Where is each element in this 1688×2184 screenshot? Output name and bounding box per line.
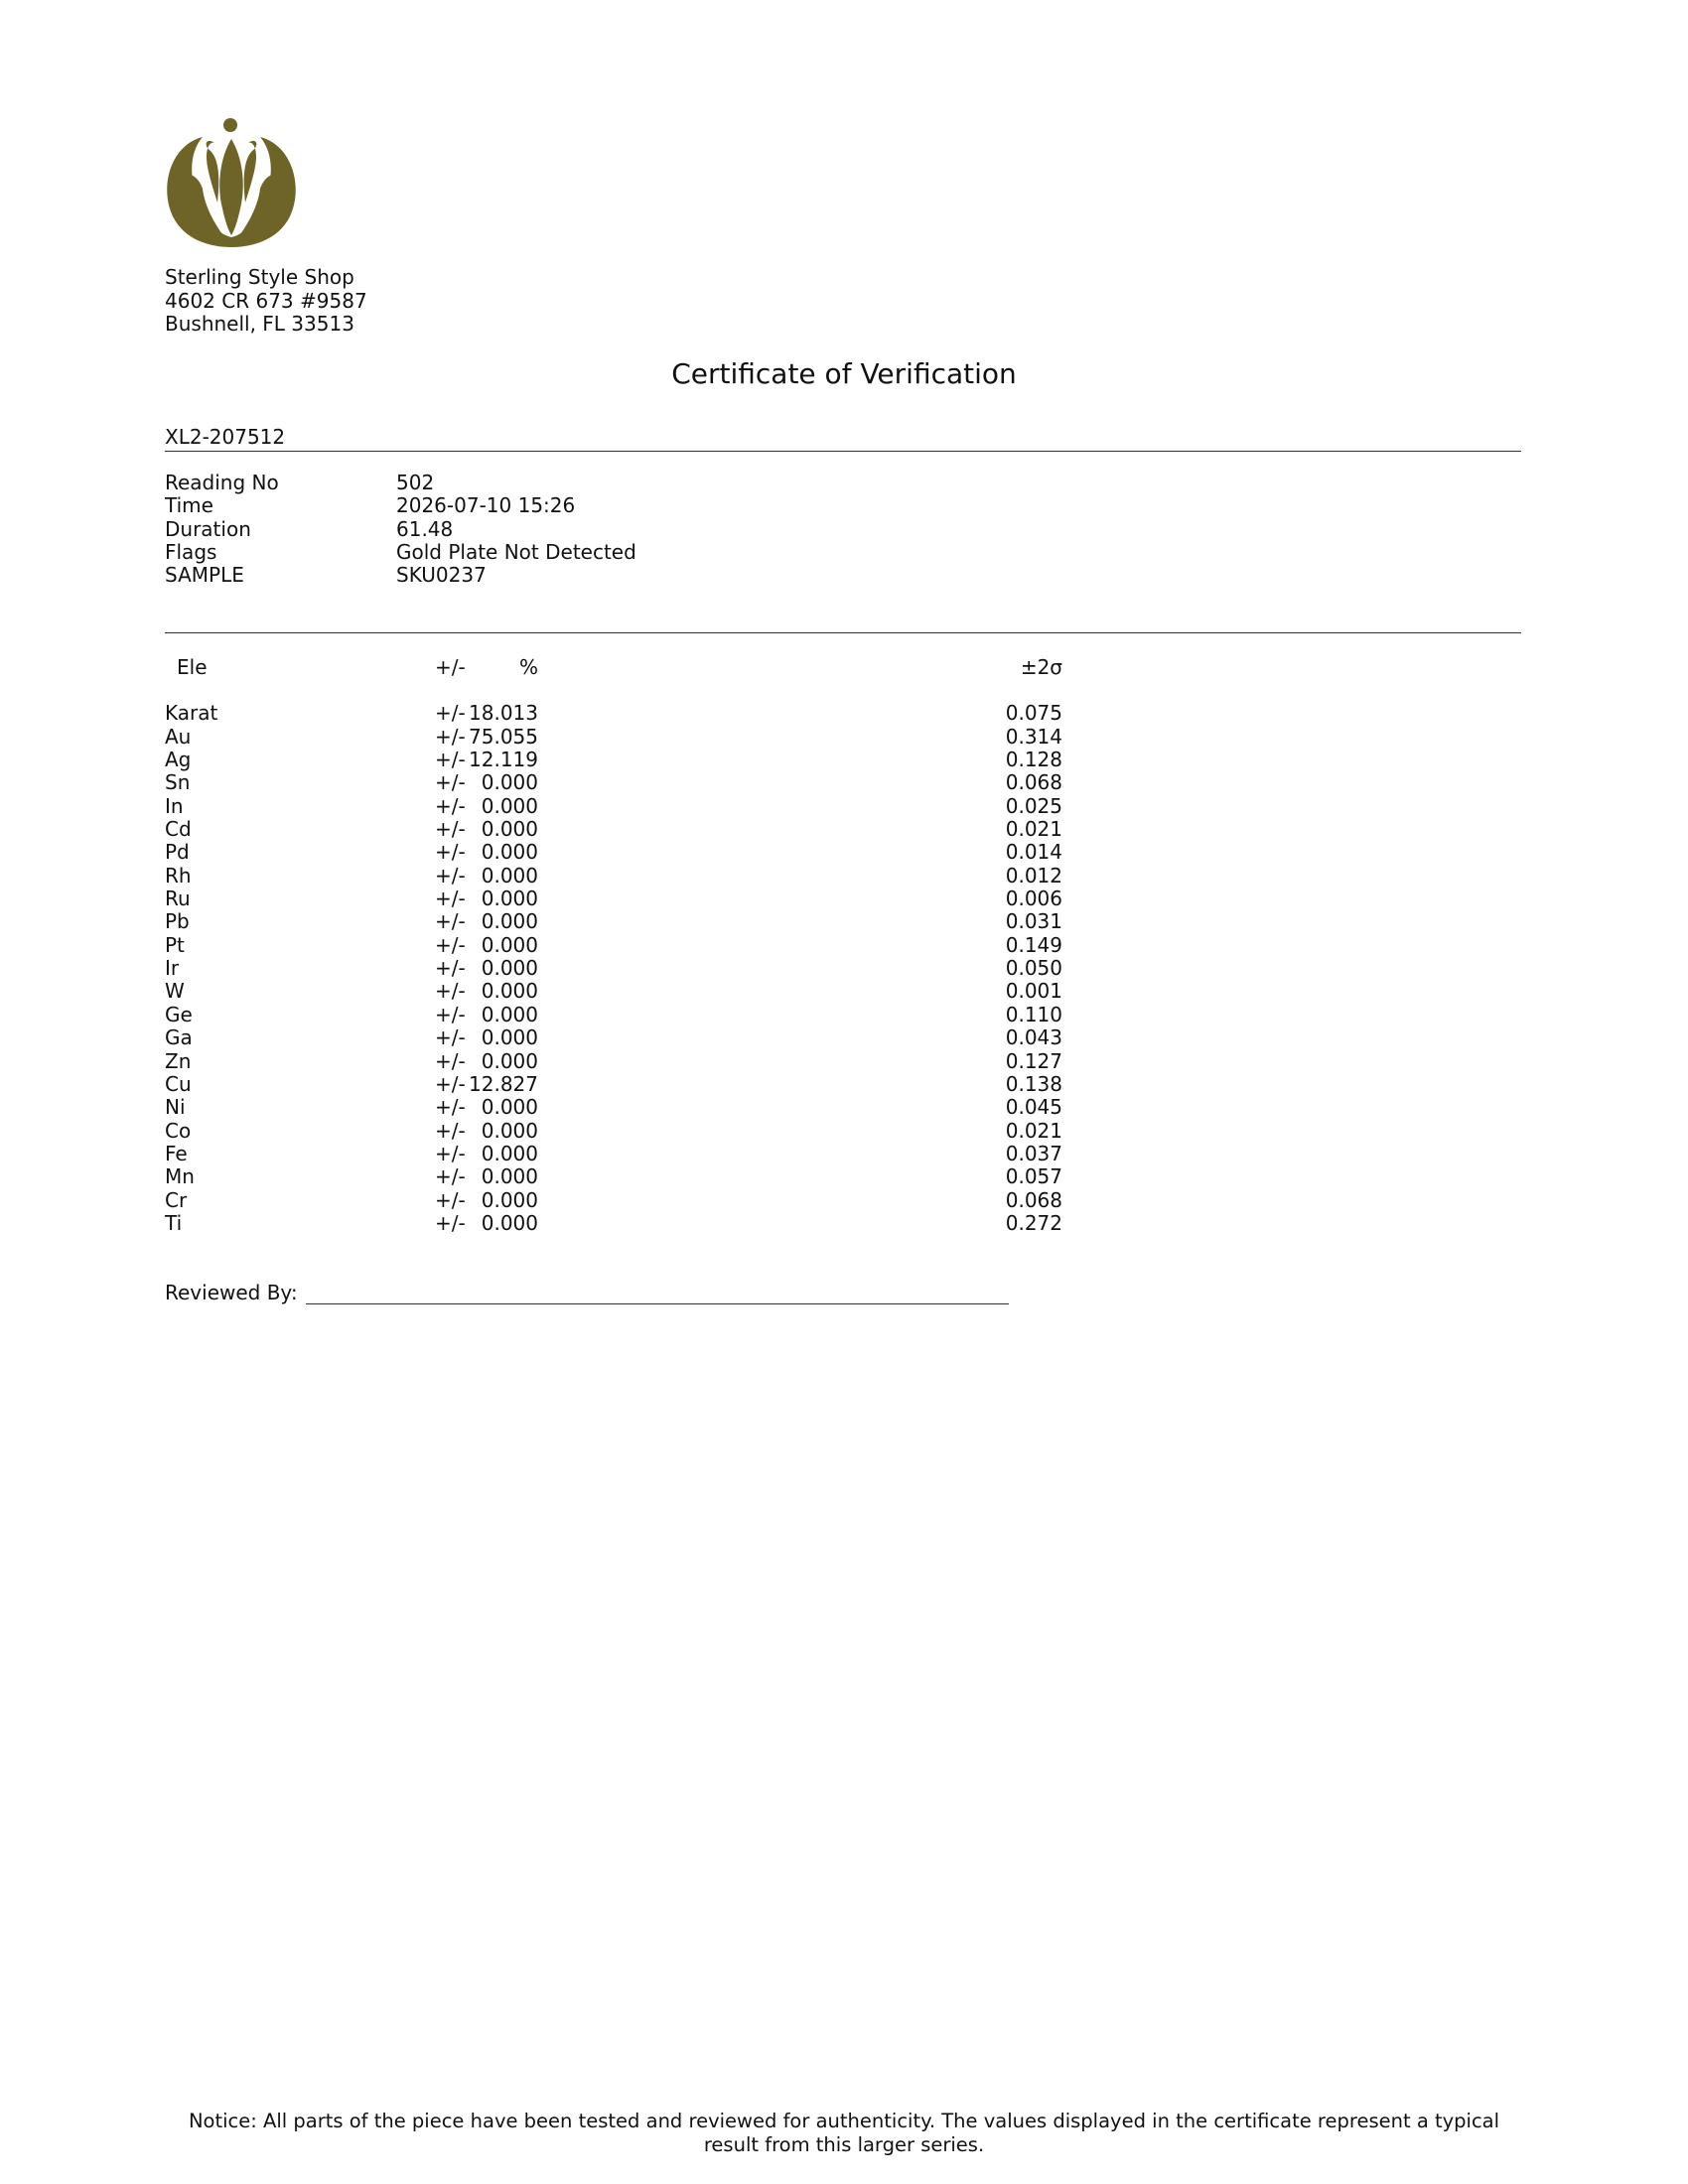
table-row bbox=[165, 979, 1062, 1004]
plus-minus: +/- bbox=[435, 770, 466, 795]
percent-value: 12.119 bbox=[469, 748, 538, 772]
detail-row bbox=[165, 518, 636, 541]
table-row bbox=[165, 909, 1062, 934]
two-sigma-value: 0.314 bbox=[1005, 724, 1062, 749]
plus-minus: +/- bbox=[435, 979, 466, 1004]
percent-value: 0.000 bbox=[481, 1118, 538, 1143]
plus-minus: +/- bbox=[435, 1095, 466, 1120]
plus-minus: +/- bbox=[435, 932, 466, 957]
notice-text: Notice: All parts of the piece have been tested and reviewed for authenticity. The values displayed in the certificate represent a typical result from this larger series. bbox=[188, 2110, 1500, 2156]
plus-minus: +/- bbox=[435, 724, 466, 749]
header-two-sigma: ±2σ bbox=[1020, 655, 1062, 679]
element-name: Au bbox=[165, 724, 192, 749]
plus-minus: +/- bbox=[435, 793, 466, 818]
detail-label: Duration bbox=[165, 516, 251, 541]
percent-value: 75.055 bbox=[469, 724, 538, 749]
table-row bbox=[165, 701, 1062, 726]
percent-value: 0.000 bbox=[481, 909, 538, 934]
header-element: Ele bbox=[177, 655, 208, 679]
element-name: Sn bbox=[165, 770, 191, 795]
element-name: Fe bbox=[165, 1141, 188, 1165]
element-name: Zn bbox=[165, 1048, 192, 1073]
detail-row bbox=[165, 564, 636, 587]
plus-minus: +/- bbox=[435, 1141, 466, 1165]
plus-minus: +/- bbox=[435, 887, 466, 911]
element-name: Mn bbox=[165, 1164, 195, 1189]
table-row bbox=[165, 887, 1062, 911]
two-sigma-value: 0.006 bbox=[1005, 887, 1062, 911]
element-name: In bbox=[165, 793, 184, 818]
percent-value: 0.000 bbox=[481, 956, 538, 981]
table-row bbox=[165, 1118, 1062, 1143]
plus-minus: +/- bbox=[435, 1048, 466, 1073]
percent-value: 0.000 bbox=[481, 932, 538, 957]
table-row bbox=[165, 840, 1062, 865]
address-city: Bushnell, FL 33513 bbox=[165, 312, 354, 336]
element-table bbox=[165, 655, 1062, 1235]
shop-address bbox=[165, 266, 367, 337]
percent-value: 0.000 bbox=[481, 1187, 538, 1212]
element-name: Ag bbox=[165, 748, 192, 772]
two-sigma-value: 0.068 bbox=[1005, 770, 1062, 795]
element-name: Ga bbox=[165, 1025, 193, 1050]
two-sigma-value: 0.149 bbox=[1005, 932, 1062, 957]
divider bbox=[165, 451, 1521, 452]
plus-minus: +/- bbox=[435, 1071, 466, 1096]
divider bbox=[165, 632, 1521, 633]
plus-minus: +/- bbox=[435, 701, 466, 726]
percent-value: 0.000 bbox=[481, 1210, 538, 1235]
table-body bbox=[165, 701, 1062, 1235]
percent-value: 0.000 bbox=[481, 1002, 538, 1026]
table-row bbox=[165, 1164, 1062, 1189]
reviewed-by-label: Reviewed By: bbox=[165, 1281, 298, 1304]
table-row bbox=[165, 724, 1062, 749]
shop-name: Sterling Style Shop bbox=[165, 265, 354, 289]
element-name: Pb bbox=[165, 909, 190, 934]
certificate-title: Certificate of Verification bbox=[671, 357, 1017, 390]
two-sigma-value: 0.025 bbox=[1005, 793, 1062, 818]
element-name: Cr bbox=[165, 1187, 188, 1212]
element-name: Ti bbox=[165, 1210, 183, 1235]
detail-row bbox=[165, 472, 636, 494]
two-sigma-value: 0.021 bbox=[1005, 817, 1062, 842]
company-logo bbox=[163, 117, 300, 247]
detail-value: 502 bbox=[396, 471, 435, 494]
two-sigma-value: 0.128 bbox=[1005, 748, 1062, 772]
plus-minus: +/- bbox=[435, 1118, 466, 1143]
percent-value: 0.000 bbox=[481, 1048, 538, 1073]
detail-row bbox=[165, 494, 636, 517]
two-sigma-value: 0.050 bbox=[1005, 956, 1062, 981]
percent-value: 0.000 bbox=[481, 770, 538, 795]
table-row bbox=[165, 1025, 1062, 1050]
element-name: Rh bbox=[165, 863, 192, 887]
two-sigma-value: 0.031 bbox=[1005, 909, 1062, 934]
percent-value: 0.000 bbox=[481, 1141, 538, 1165]
table-row bbox=[165, 932, 1062, 957]
percent-value: 18.013 bbox=[469, 701, 538, 726]
plus-minus: +/- bbox=[435, 817, 466, 842]
two-sigma-value: 0.045 bbox=[1005, 1095, 1062, 1120]
two-sigma-value: 0.001 bbox=[1005, 979, 1062, 1004]
detail-value: 2026-07-10 15:26 bbox=[396, 493, 576, 518]
table-row bbox=[165, 817, 1062, 842]
address-street: 4602 CR 673 #9587 bbox=[165, 288, 367, 313]
detail-label: SAMPLE bbox=[165, 563, 244, 588]
table-row bbox=[165, 1002, 1062, 1026]
percent-value: 0.000 bbox=[481, 817, 538, 842]
header-percent: % bbox=[518, 655, 538, 679]
table-row bbox=[165, 956, 1062, 981]
element-name: Cu bbox=[165, 1071, 192, 1096]
two-sigma-value: 0.138 bbox=[1005, 1071, 1062, 1096]
plus-minus: +/- bbox=[435, 1164, 466, 1189]
plus-minus: +/- bbox=[435, 1187, 466, 1212]
detail-label: Time bbox=[165, 493, 213, 518]
table-row bbox=[165, 770, 1062, 795]
percent-value: 0.000 bbox=[481, 887, 538, 911]
table-row bbox=[165, 1048, 1062, 1073]
element-name: Karat bbox=[165, 701, 218, 726]
detail-row bbox=[165, 541, 636, 564]
plus-minus: +/- bbox=[435, 748, 466, 772]
element-name: Pd bbox=[165, 840, 190, 865]
detail-value: Gold Plate Not Detected bbox=[396, 539, 636, 564]
header-plus-minus: +/- bbox=[435, 655, 466, 679]
element-name: W bbox=[165, 979, 185, 1004]
table-row bbox=[165, 863, 1062, 887]
detail-label: Reading No bbox=[165, 471, 279, 494]
element-name: Pt bbox=[165, 932, 185, 957]
serial-number: XL2-207512 bbox=[165, 425, 286, 449]
percent-value: 0.000 bbox=[481, 1025, 538, 1050]
table-row bbox=[165, 1210, 1062, 1235]
table-header bbox=[165, 655, 1062, 679]
element-name: Co bbox=[165, 1118, 192, 1143]
plus-minus: +/- bbox=[435, 1025, 466, 1050]
element-name: Ge bbox=[165, 1002, 193, 1026]
element-name: Ir bbox=[165, 956, 180, 981]
element-name: Ru bbox=[165, 887, 191, 911]
percent-value: 0.000 bbox=[481, 1164, 538, 1189]
two-sigma-value: 0.057 bbox=[1005, 1164, 1062, 1189]
two-sigma-value: 0.021 bbox=[1005, 1118, 1062, 1143]
two-sigma-value: 0.075 bbox=[1005, 701, 1062, 726]
percent-value: 0.000 bbox=[481, 863, 538, 887]
two-sigma-value: 0.037 bbox=[1005, 1141, 1062, 1165]
element-name: Cd bbox=[165, 817, 192, 842]
two-sigma-value: 0.012 bbox=[1005, 863, 1062, 887]
detail-value: SKU0237 bbox=[396, 563, 487, 588]
plus-minus: +/- bbox=[435, 863, 466, 887]
plus-minus: +/- bbox=[435, 1210, 466, 1235]
table-row bbox=[165, 748, 1062, 772]
two-sigma-value: 0.272 bbox=[1005, 1210, 1062, 1235]
percent-value: 0.000 bbox=[481, 840, 538, 865]
two-sigma-value: 0.110 bbox=[1005, 1002, 1062, 1026]
plus-minus: +/- bbox=[435, 1002, 466, 1026]
signature-line bbox=[306, 1303, 1009, 1304]
two-sigma-value: 0.043 bbox=[1005, 1025, 1062, 1050]
table-row bbox=[165, 1141, 1062, 1165]
element-name: Ni bbox=[165, 1095, 186, 1120]
plus-minus: +/- bbox=[435, 840, 466, 865]
two-sigma-value: 0.127 bbox=[1005, 1048, 1062, 1073]
plus-minus: +/- bbox=[435, 909, 466, 934]
percent-value: 0.000 bbox=[481, 979, 538, 1004]
two-sigma-value: 0.068 bbox=[1005, 1187, 1062, 1212]
table-row bbox=[165, 1095, 1062, 1120]
detail-value: 61.48 bbox=[396, 516, 454, 541]
table-row bbox=[165, 1071, 1062, 1096]
percent-value: 12.827 bbox=[469, 1071, 538, 1096]
percent-value: 0.000 bbox=[481, 1095, 538, 1120]
plus-minus: +/- bbox=[435, 956, 466, 981]
detail-label: Flags bbox=[165, 539, 217, 564]
table-row bbox=[165, 1187, 1062, 1212]
two-sigma-value: 0.014 bbox=[1005, 840, 1062, 865]
table-row bbox=[165, 793, 1062, 818]
reading-details bbox=[165, 472, 636, 587]
percent-value: 0.000 bbox=[481, 793, 538, 818]
